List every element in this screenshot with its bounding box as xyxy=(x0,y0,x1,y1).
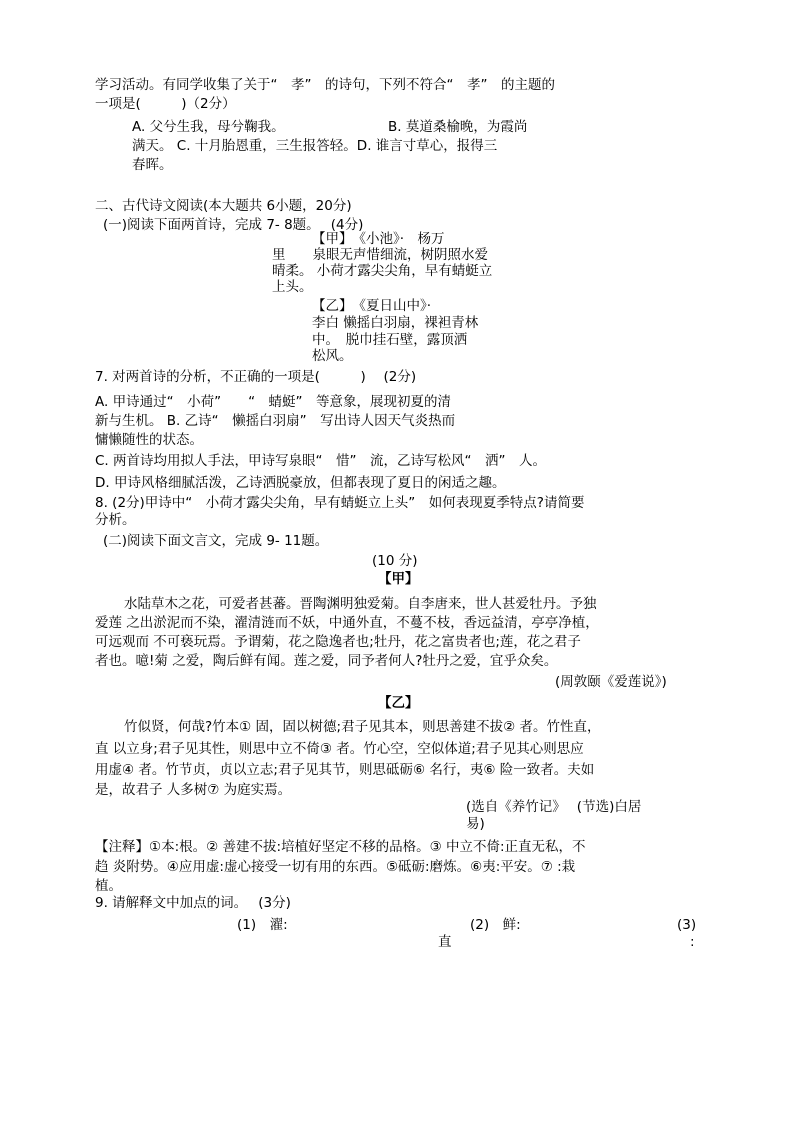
yi-text-line: 直 以立身;君子见其性，则思中立不倚③ 者。竹心空，空似体道;君子见其心则思应 xyxy=(95,741,584,757)
q8-stem: 分析。 xyxy=(95,512,136,528)
yi-text-line: 竹似贤，何哉?竹本① 固，固以树德;君子见其本，则思善建不拔② 者。竹性直， xyxy=(124,719,601,735)
q7-option-c: C. 两首诗均用拟人手法，甲诗写泉眼“ 惜” 流，乙诗写松风“ 洒” 人。 xyxy=(95,453,546,469)
section-title: 二、古代诗文阅读(本大题共 6小题，20分) xyxy=(95,198,352,214)
q9-item-3-colon: : xyxy=(690,934,695,950)
poem-yi-line: 松风。 xyxy=(312,348,353,364)
q9-item-1: (1) 濯: xyxy=(237,917,288,933)
yi-source: (选自《养竹记》 (节选)白居 xyxy=(466,799,642,815)
q9-stem: 9. 请解释文中加点的词。 (3分) xyxy=(95,895,291,911)
yi-heading: 【乙】 xyxy=(378,695,419,711)
q7-stem: 7. 对两首诗的分析，不正确的一项是( ) (2分) xyxy=(95,369,417,385)
notes-line: 植。 xyxy=(95,878,122,894)
poem-jia-line: 上头。 xyxy=(272,279,313,295)
q6-option-b: B. 莫道桑榆晚，为霞尚 xyxy=(388,119,528,135)
q7-option-a: A. 甲诗通过“ 小荷” “ 蜻蜓” 等意象，展现初夏的清 xyxy=(95,394,452,410)
poem-jia-line: 晴柔。 小荷才露尖尖角，早有蜻蜓立 xyxy=(272,263,493,279)
jia-text-line: 者也。噫!菊 之爱，陶后鲜有闻。莲之爱，同予者何人?牡丹之爱，宜乎众矣。 xyxy=(95,653,558,669)
jia-heading: 【甲】 xyxy=(378,571,419,587)
part2-score: (10 分) xyxy=(372,553,418,569)
q7-option-b-cont: 慵懒随性的状态。 xyxy=(95,432,203,448)
jia-text-line: 爱莲 之出淤泥而不染，濯清涟而不妖，中通外直，不蔓不枝，香远益清，亭亭净植， xyxy=(95,615,599,631)
yi-text-line: 用虚④ 者。竹节贞，贞以立志;君子见其节，则思砥砺⑥ 名行，夷⑥ 险一致者。夫如 xyxy=(95,762,595,778)
notes-line: 【注释】①本:根。② 善建不拔:培植好坚定不移的品格。③ 中立不倚:正直无私，不 xyxy=(95,839,586,855)
q6-line: 学习活动。有同学收集了关于“ 孝” 的诗句，下列不符合“ 孝” 的主题的 xyxy=(95,77,555,93)
q6-option-a: A. 父兮生我，母兮鞠我。 xyxy=(132,119,285,135)
q6-line: 春晖。 xyxy=(132,157,173,173)
q7-option-b: 新与生机。 B. 乙诗“ 懒摇白羽扇” 写出诗人因天气炎热而 xyxy=(95,413,456,429)
part1-instruction: (一)阅读下面两首诗，完成 7- 8题。 (4分) xyxy=(103,217,364,233)
q7-option-d: D. 甲诗风格细腻活泼，乙诗洒脱豪放，但都表现了夏日的闲适之趣。 xyxy=(95,475,506,491)
jia-source: (周敦颐《爱莲说》) xyxy=(555,674,667,690)
yi-text-line: 是，故君子 人多树⑦ 为庭实焉。 xyxy=(95,782,292,798)
part2-instruction: (二)阅读下面文言文，完成 9- 11题。 xyxy=(103,533,329,549)
poem-jia-line: 里 泉眼无声惜细流，树阴照水爱 xyxy=(272,247,488,263)
yi-source: 易) xyxy=(466,816,485,832)
jia-text-line: 可远观而 不可亵玩焉。予谓菊，花之隐逸者也;牡丹，花之富贵者也;莲，花之君子 xyxy=(95,634,581,650)
q6-line: 满天。 C. 十月胎恩重，三生报答轻。D. 谁言寸草心，报得三 xyxy=(132,138,498,154)
q9-item-3: (3) xyxy=(677,917,697,933)
poem-jia-line: 【甲】 《小池》· 杨万 xyxy=(312,231,445,247)
q9-item-2: (2) 鲜: xyxy=(470,917,521,933)
q6-line: 一项是( )（2分） xyxy=(95,96,236,112)
poem-yi-line: 李白 懒摇白羽扇，裸袒青林 xyxy=(312,315,479,331)
poem-yi-line: 【乙】 《夏日山中》· xyxy=(312,298,432,314)
q8-stem: 8. (2分)甲诗中“ 小荷才露尖尖角，早有蜻蜓立上头” 如何表现夏季特点?请简要 xyxy=(95,495,585,511)
jia-text-line: 水陆草木之花，可爱者甚蕃。晋陶渊明独爱菊。自李唐来，世人甚爱牡丹。予独 xyxy=(124,596,597,612)
poem-yi-line: 中。 脱巾挂石壁，露顶洒 xyxy=(312,332,468,348)
q9-item-3-word: 直 xyxy=(438,934,452,950)
notes-line: 趋 炎附势。④应用虚:虚心接受一切有用的东西。⑤砥砺:磨炼。⑥夷:平安。⑦ :栽 xyxy=(95,859,576,875)
